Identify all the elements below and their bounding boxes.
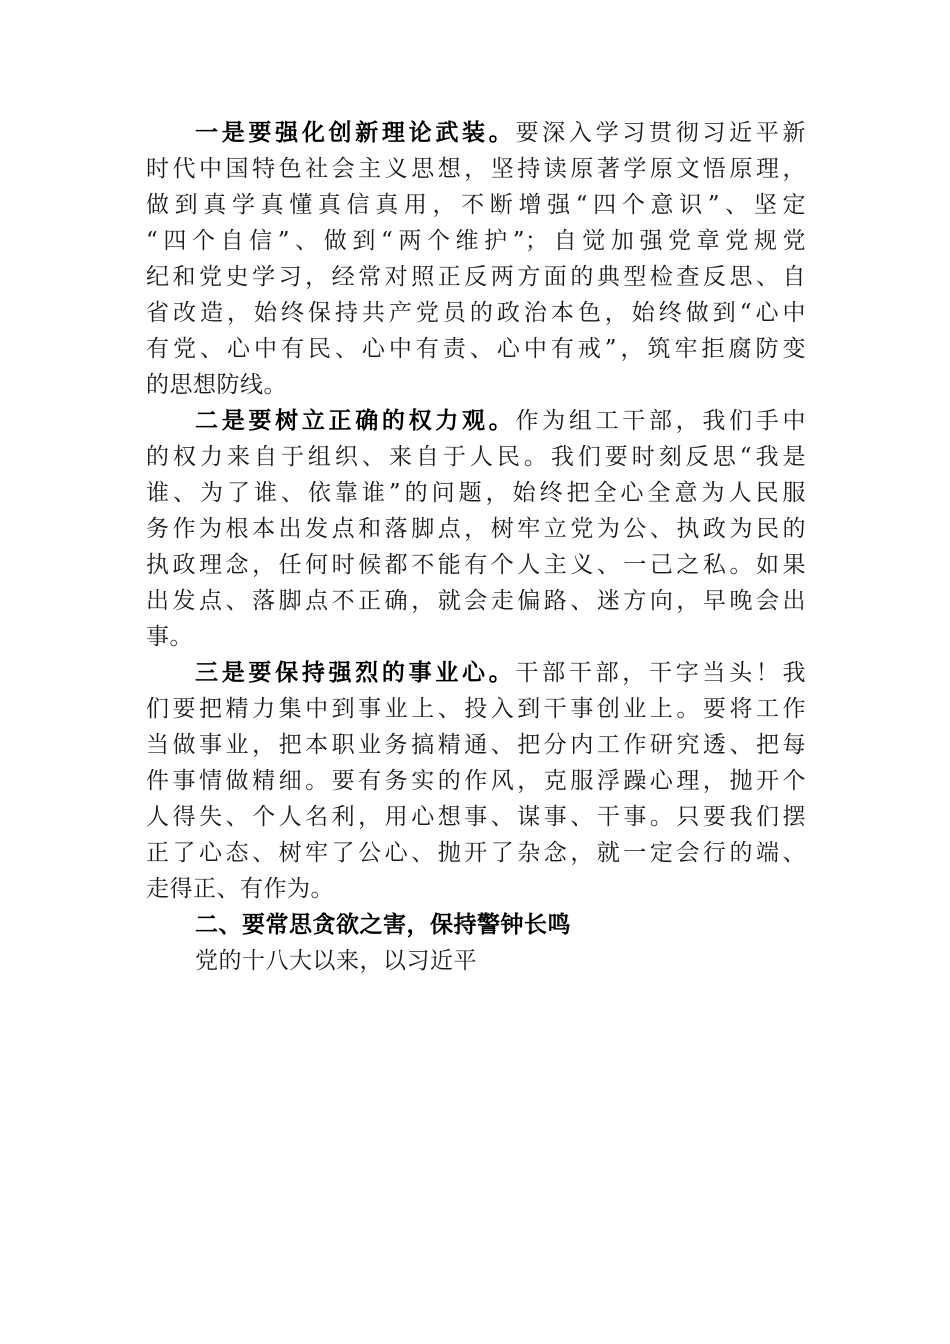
paragraph-line: 走得正、有作为。 [146,876,334,902]
paragraph-1 [146,115,806,403]
paragraph-lead: 二是要树立正确的权力观。 [195,407,516,434]
paragraph-line: 有党、心中有民、心中有责、心中有戒”，筑牢拒腐防变 [146,336,806,362]
paragraph-line: 省改造，始终保持共产党员的政治本色，始终做到“心中 [146,300,806,326]
paragraph-line: 们要把精力集中到事业上、投入到干事创业上。要将工作 [146,696,806,722]
paragraph-line: 件事情做精细。要有务实的作风，克服浮躁心理，抛开个 [146,768,806,794]
paragraph-line: 的权力来自于组织、来自于人民。我们要时刻反思“我是 [146,444,806,470]
paragraph-line: 正了心态、树牢了公心、抛开了杂念，就一定会行的端、 [146,840,806,866]
paragraph-line: 做到真学真懂真信真用，不断增强“四个意识”、坚定 [146,192,806,218]
paragraph-line: 的思想防线。 [146,372,287,398]
paragraph-line: 当做事业，把本职业务搞精通、把分内工作研究透、把每 [146,732,806,758]
paragraph-text: 作为组工干部，我们手中 [515,408,807,434]
paragraph-2 [146,403,806,655]
paragraph-line: 时代中国特色社会主义思想，坚持读原著学原文悟原理， [146,156,806,182]
paragraph-line: 人得失、个人名利，用心想事、谋事、干事。只要我们摆 [146,804,806,830]
paragraph-line [146,115,806,151]
section-heading [146,907,806,943]
paragraph-text: 要深入学习贯彻习近平新 [515,120,807,146]
paragraph-line: 谁、为了谁、依靠谁”的问题，始终把全心全意为人民服 [146,480,806,506]
paragraph-line: 务作为根本出发点和落脚点，树牢立党为公、执政为民的 [146,516,806,542]
paragraph-text: 干部干部，干字当头！我 [515,660,807,686]
paragraph-line: 执政理念，任何时候都不能有个人主义、一己之私。如果 [146,552,806,578]
section-heading-text: 二、要常思贪欲之害，保持警钟长鸣 [195,911,571,938]
paragraph-lead: 一是要强化创新理论武装。 [195,119,516,146]
paragraph-line: 事。 [146,624,193,650]
paragraph-4 [146,943,806,979]
paragraph-line: “四个自信”、做到“两个维护”；自觉加强党章党规党 [146,228,806,254]
paragraph-line: 出发点、落脚点不正确，就会走偏路、迷方向，早晚会出 [146,588,806,614]
paragraph-line [146,655,806,691]
paragraph-lead: 三是要保持强烈的事业心。 [195,659,516,686]
document-body [146,115,806,979]
paragraph-line: 党的十八大以来，以习近平 [195,948,477,974]
paragraph-line: 纪和党史学习，经常对照正反两方面的典型检查反思、自 [146,264,806,290]
paragraph-3 [146,655,806,907]
paragraph-line [146,403,806,439]
